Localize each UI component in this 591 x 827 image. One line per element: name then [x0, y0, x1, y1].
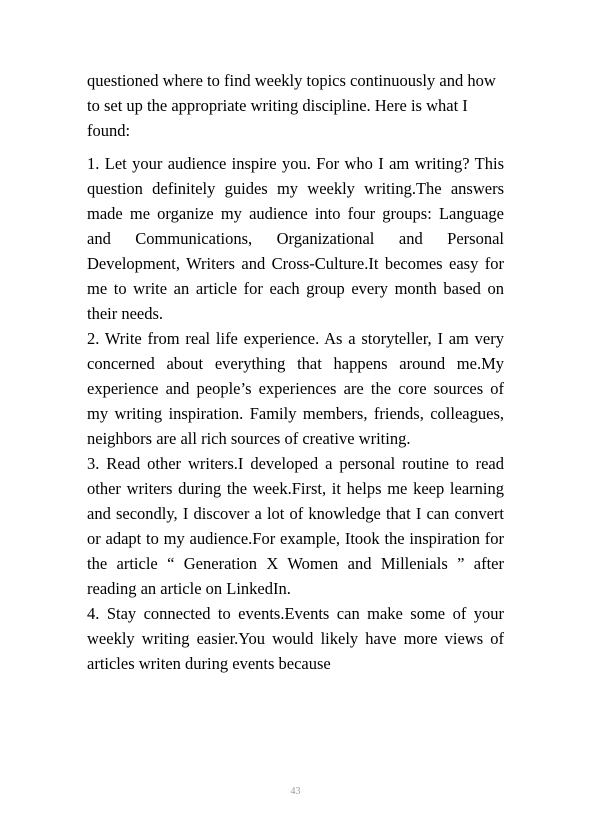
page-body: [87, 68, 504, 676]
intro-paragraph: questioned where to find weekly topics continuously and how to set up the appropriate writing discipline. Here is what I found:: [87, 71, 496, 140]
tip-paragraph-3: 3. Read other writers.I developed a personal routine to read other writers during the week.First, it helps me keep learning and secondly, I discover a lot of knowledge that I can convert or adapt to my audience.For example, Itook the inspiration for the article “ Generation X Women and Millenials ” after reading an article on LinkedIn.: [87, 454, 504, 598]
tip-paragraph-1: 1. Let your audience inspire you. For who I am writing? This question definitely guides my weekly writing.The answers made me organize my audience into four groups: Language and Communications, Organizational and Personal Development, Writers and Cross-Culture.It becomes easy for me to write an article for each group every month based on their needs.: [87, 154, 504, 323]
tip-paragraph-2: 2. Write from real life experience. As a storyteller, I am very concerned about everything that happens around me.My experience and people’s experiences are the core sources of my writing inspiration. Family members, friends, colleagues, neighbors are all rich sources of creative writing.: [87, 329, 504, 448]
page-number: 43: [290, 786, 301, 797]
tip-paragraph-4: 4. Stay connected to events.Events can make some of your weekly writing easier.You would likely have more views of articles writen during events because: [87, 604, 504, 673]
